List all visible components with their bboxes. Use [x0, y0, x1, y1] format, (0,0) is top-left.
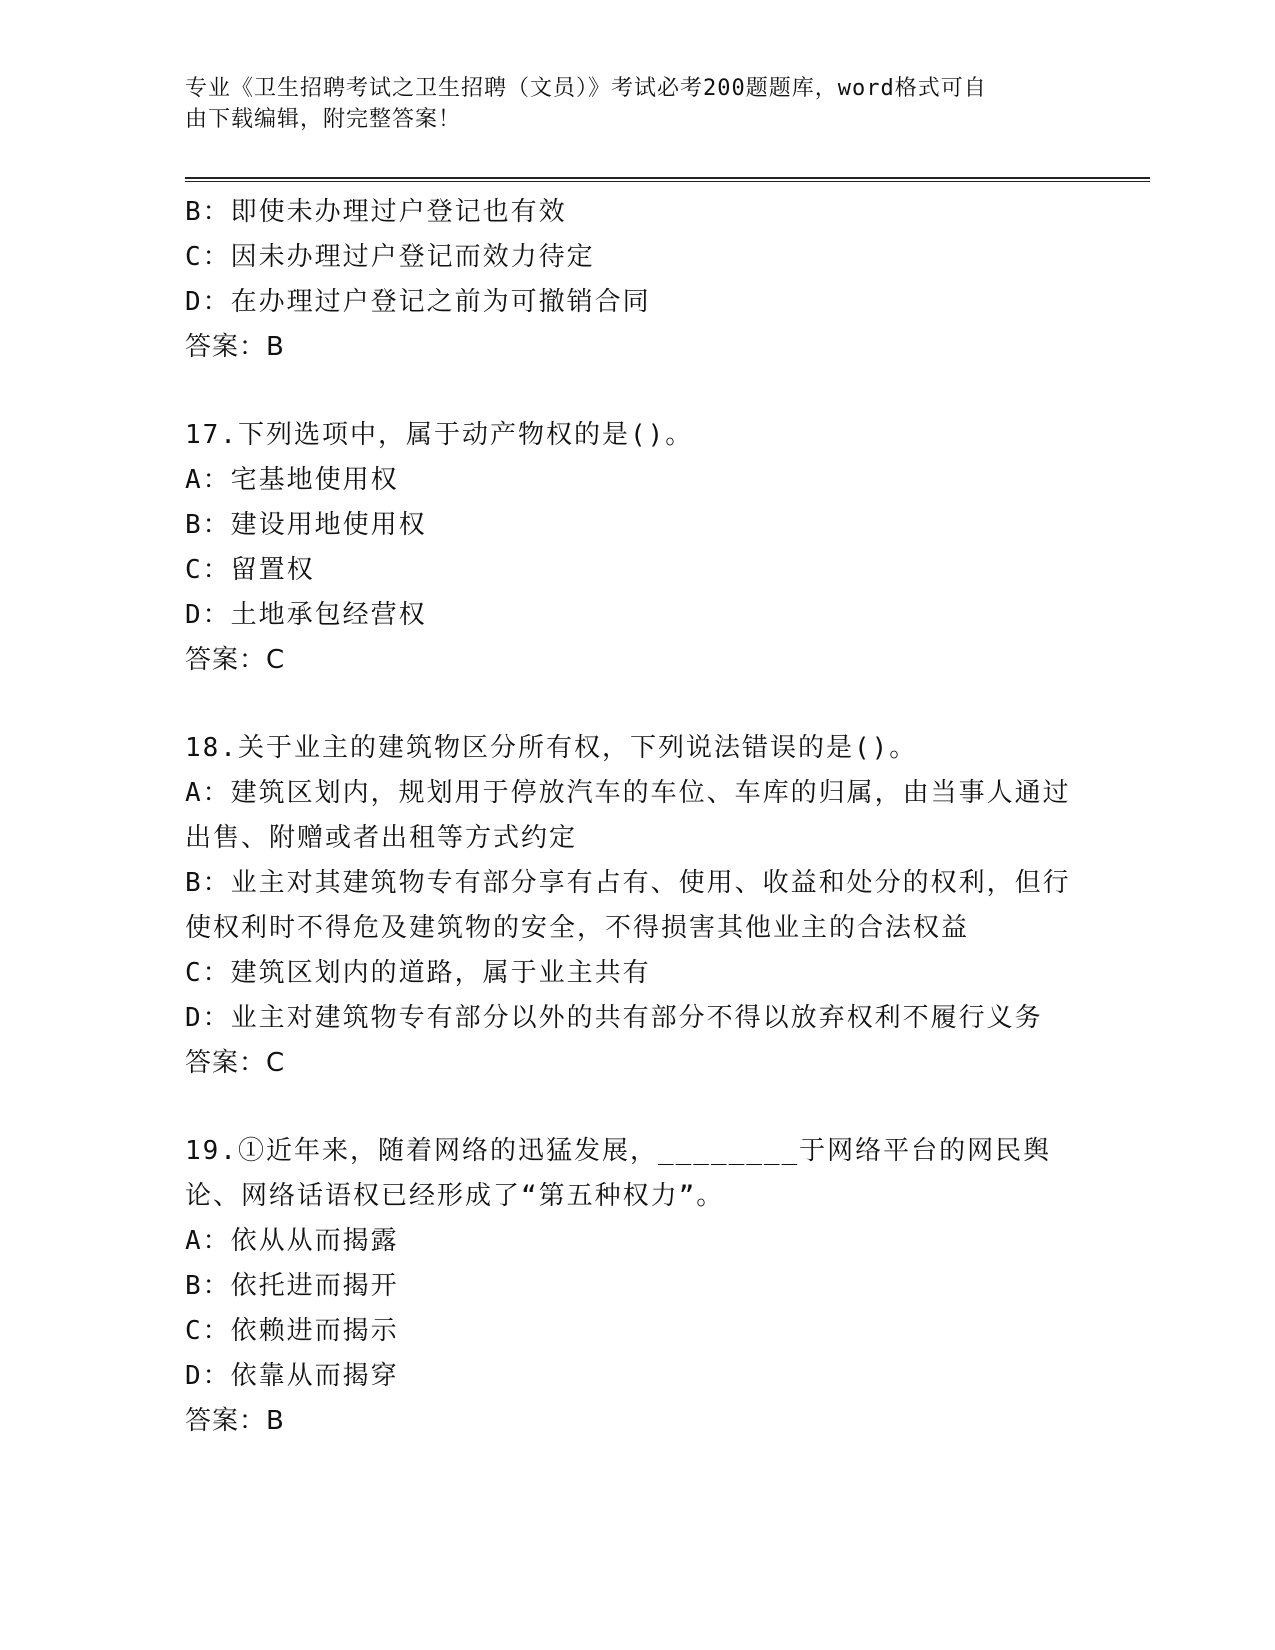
- header-line-1: 专业《卫生招聘考试之卫生招聘（文员）》考试必考200题题库，word格式可自: [185, 76, 987, 101]
- option-d: D：依靠从而揭穿: [185, 1361, 399, 1391]
- option-c: C：因未办理过户登记而效力待定: [185, 242, 595, 272]
- question-list: [185, 190, 1075, 1444]
- option-c: C：建筑区划内的道路，属于业主共有: [185, 958, 651, 988]
- option-b: B：依托进而揭开: [185, 1271, 399, 1301]
- header-divider: [185, 177, 1150, 182]
- question-stem: 17.下列选项中，属于动产物权的是()。: [185, 420, 694, 450]
- question-16-continued: [185, 190, 1075, 370]
- question-stem: 18.关于业主的建筑物区分所有权，下列说法错误的是()。: [185, 733, 918, 763]
- question-spacer: [185, 370, 1075, 413]
- option-d: D：在办理过户登记之前为可撤销合同: [185, 287, 651, 317]
- question-19: [185, 1129, 1075, 1444]
- option-b: B：建设用地使用权: [185, 510, 427, 540]
- answer-line: 答案：C: [185, 645, 286, 675]
- option-a: A：依从从而揭露: [185, 1226, 399, 1256]
- option-c: C：留置权: [185, 555, 315, 585]
- answer-line: 答案：B: [185, 1406, 285, 1436]
- option-d: D：土地承包经营权: [185, 600, 427, 630]
- question-spacer: [185, 1086, 1075, 1129]
- header-line-2: 由下载编辑，附完整答案！: [185, 107, 462, 132]
- answer-line: 答案：C: [185, 1048, 286, 1078]
- question-spacer: [185, 683, 1075, 726]
- option-d: D：业主对建筑物专有部分以外的共有部分不得以放弃权利不履行义务: [185, 1003, 1043, 1033]
- option-c: C：依赖进而揭示: [185, 1316, 399, 1346]
- question-stem: 19.①近年来，随着网络的迅猛发展，________于网络平台的网民舆论、网络话语权已经形成了“第五种权力”。: [185, 1136, 1052, 1211]
- option-a: A：宅基地使用权: [185, 465, 399, 495]
- document-header: [185, 73, 1065, 135]
- option-a: A：建筑区划内，规划用于停放汽车的车位、车库的归属，由当事人通过出售、附赠或者出租等方式约定: [185, 778, 1071, 853]
- answer-line: 答案：B: [185, 332, 285, 362]
- option-b: B：业主对其建筑物专有部分享有占有、使用、收益和处分的权利，但行使权利时不得危及建筑物的安全，不得损害其他业主的合法权益: [185, 868, 1071, 943]
- question-18: [185, 726, 1075, 1086]
- question-17: [185, 413, 1075, 683]
- option-b: B：即使未办理过户登记也有效: [185, 197, 567, 227]
